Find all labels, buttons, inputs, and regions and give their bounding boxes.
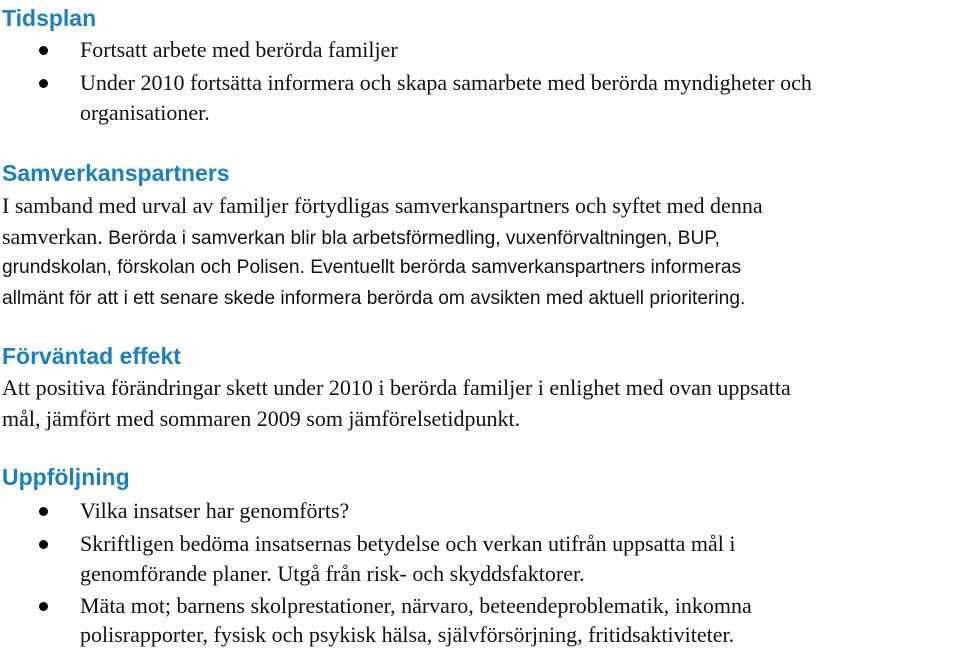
tidsplan-bullet-1: Fortsatt arbete med berörda familjer [80,37,398,62]
uppfoljning-bullet-3-line-2: polisrapporter, fysisk och psykisk hälsa, självförsörjning, fritidsaktiviteter. [80,622,735,647]
samverkan-line-2 [2,221,720,254]
uppfoljning-bullet-1: Vilka insatser har genomförts? [80,498,350,523]
effekt-line-1: Att positiva förändringar skett under 2010 i berörda familjer i enlighet med ovan uppsatta [2,375,791,400]
bullet-dot [39,79,48,88]
bullet-dot [39,46,48,55]
samverkan-line-2-serif: samverkan. [2,224,103,249]
bullet-dot [39,540,48,549]
uppfoljning-bullet-3-line-1: Mäta mot; barnens skolprestationer, närvaro, beteendeproblematik, inkomna [80,593,752,618]
uppfoljning-bullet-2-line-1: Skriftligen bedöma insatsernas betydelse och verkan utifrån uppsatta mål i [80,531,736,556]
uppfoljning-bullet-2-line-2: genomförande planer. Utgå från risk- och skyddsfaktorer. [80,561,585,586]
heading-uppfoljning: Uppföljning [2,464,130,490]
samverkan-line-3: grundskolan, förskolan och Polisen. Eventuellt berörda samverkanspartners informeras [2,257,742,278]
heading-samverkanspartners: Samverkanspartners [2,160,230,186]
bullet-dot [39,602,48,611]
tidsplan-bullet-2-line-2: organisationer. [80,100,210,125]
bullet-dot [39,507,48,516]
samverkan-line-4: allmänt för att i ett senare skede informera berörda om avsikten med aktuell prioritering. [2,288,746,309]
samverkan-line-2-sans: Berörda i samverkan blir bla arbetsförmedling, vuxenförvaltningen, BUP, [102,228,720,249]
tidsplan-bullet-2-line-1: Under 2010 fortsätta informera och skapa samarbete med berörda myndigheter och [80,70,812,95]
samverkan-line-1: I samband med urval av familjer förtydligas samverkanspartners och syftet med denna [2,193,763,218]
heading-tidsplan: Tidsplan [2,5,97,31]
heading-forvantad-effekt: Förväntad effekt [2,343,181,369]
effekt-line-2: mål, jämfört med sommaren 2009 som jämförelsetidpunkt. [2,406,521,431]
